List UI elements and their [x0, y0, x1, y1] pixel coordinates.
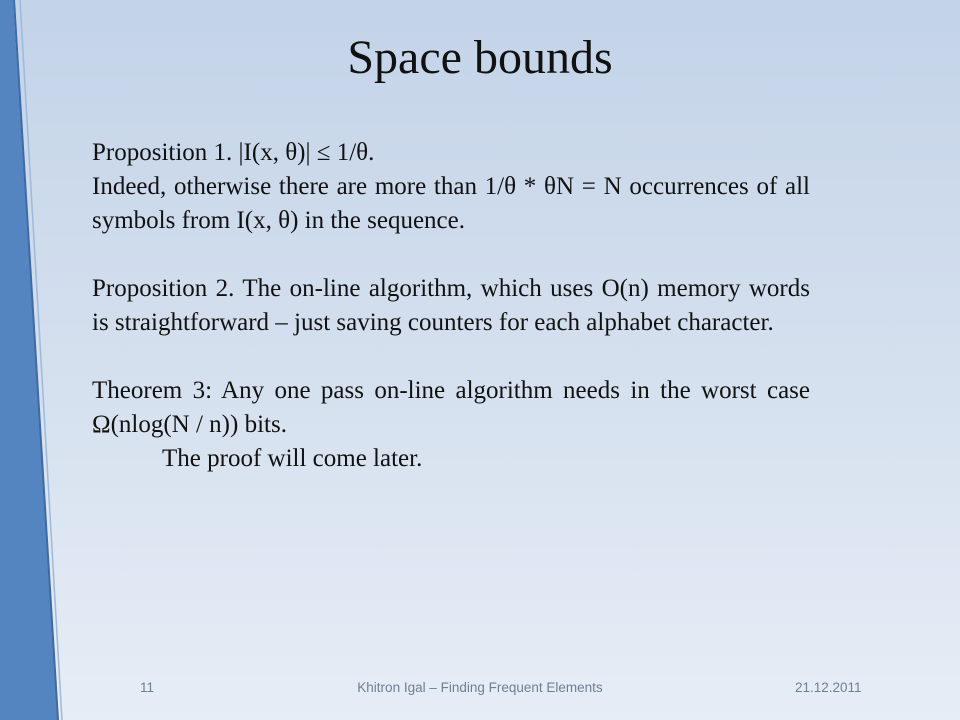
left-bar-shape — [0, 0, 58, 720]
slide-content — [92, 136, 810, 476]
proposition-1 — [92, 136, 810, 170]
proposition-1-label: Proposition 1. — [92, 139, 239, 166]
proof-note: The proof will come later. — [162, 445, 423, 472]
footer-text: Khitron Igal – Finding Frequent Elements — [357, 680, 603, 695]
slide-title: Space bounds — [347, 31, 613, 84]
footer-date: 21.12.2011 — [795, 680, 862, 695]
page-number: 11 — [140, 680, 155, 695]
proposition-1-math: |I(x, θ)| ≤ 1/θ. — [238, 139, 375, 166]
theorem-3: Theorem 3: Any one pass on-line algorithm needs in the worst case Ω(nlog(N / n)) bits. — [92, 377, 810, 438]
proposition-1-body: Indeed, otherwise there are more than 1/θ * θN = N occurrences of all symbols from I(x, θ) in the sequence. — [92, 173, 810, 234]
proposition-2: Proposition 2. The on-line algorithm, which uses O(n) memory words is straightforward – just saving counters for each alphabet character. — [92, 275, 810, 336]
